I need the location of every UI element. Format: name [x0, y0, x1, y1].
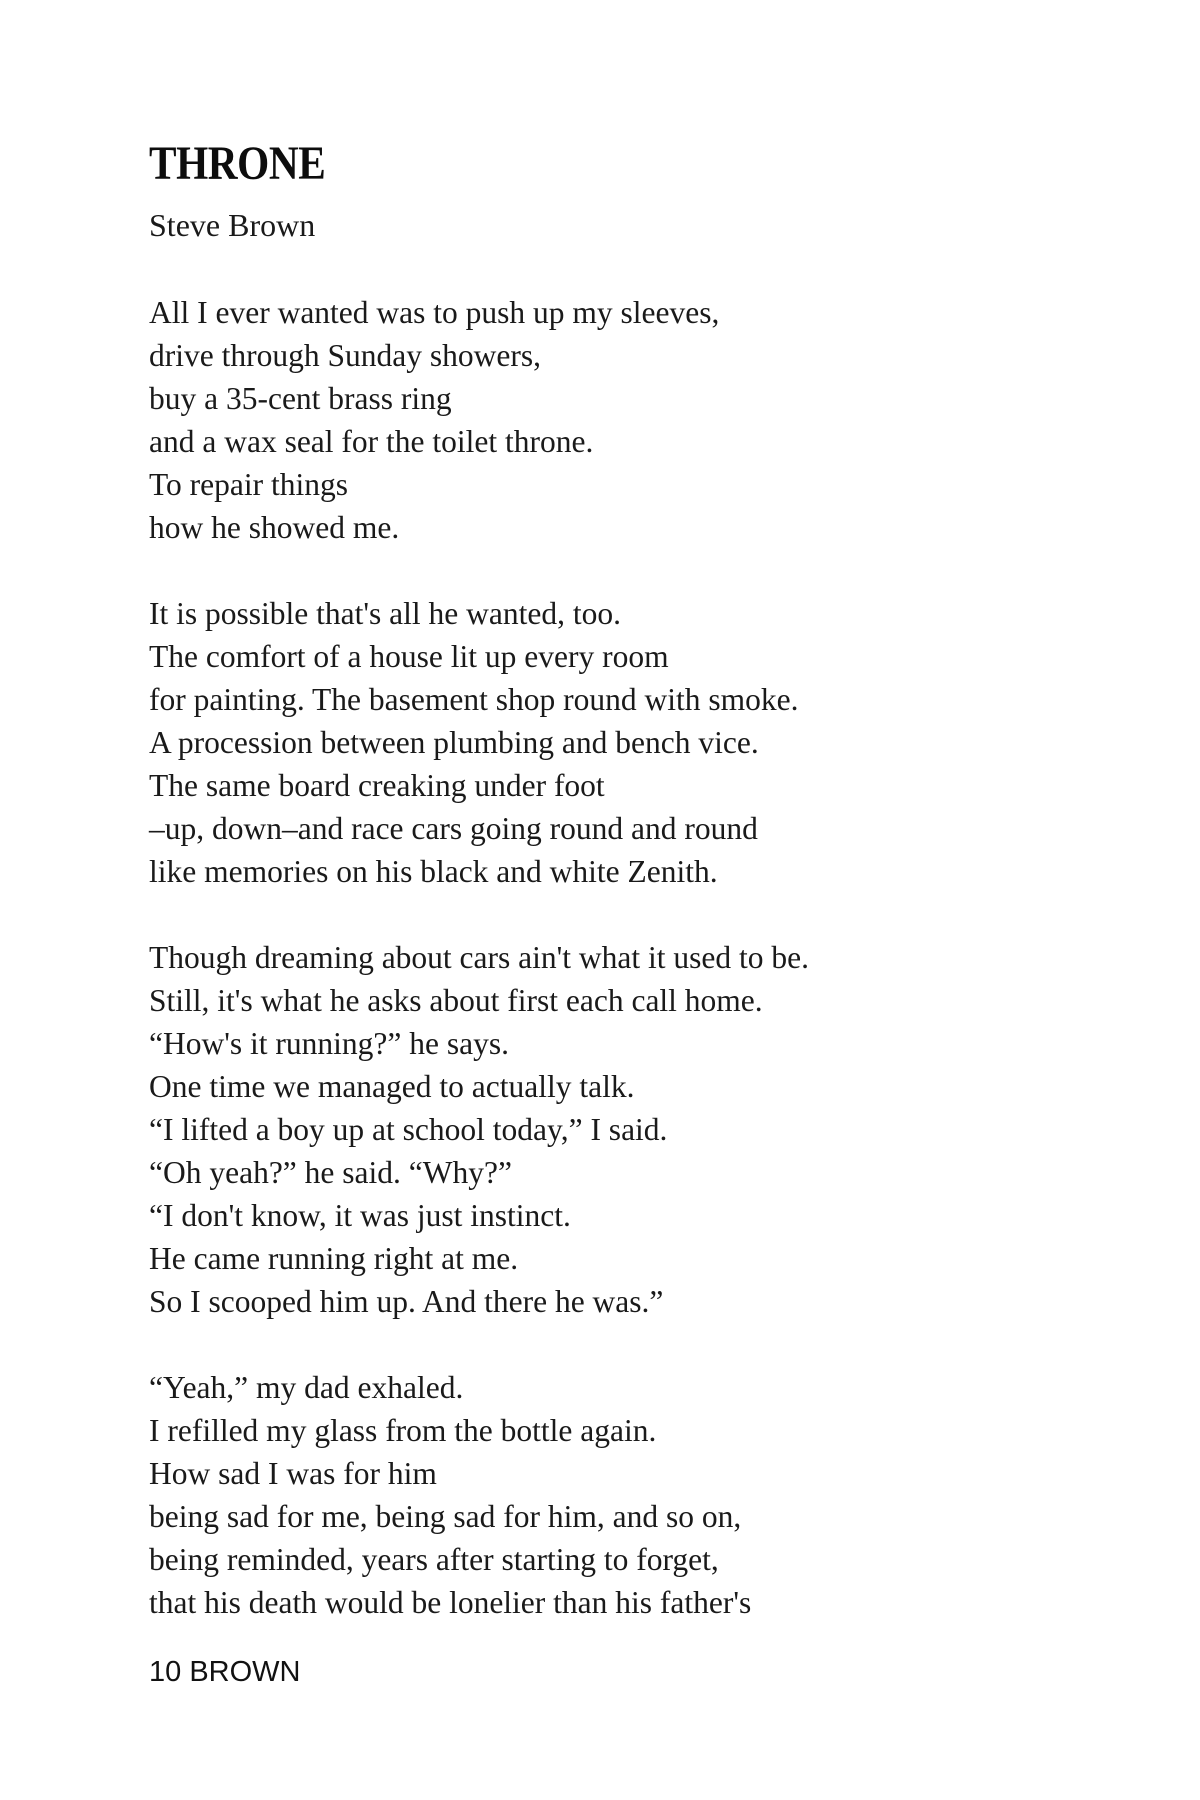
poem-line: buy a 35-cent brass ring [149, 381, 452, 416]
poem-line: “I lifted a boy up at school today,” I said. [149, 1112, 668, 1147]
poem-line: “Yeah,” my dad exhaled. [149, 1370, 464, 1405]
poem-line: “I don't know, it was just instinct. [149, 1198, 571, 1233]
poem-line: for painting. The basement shop round with smoke. [149, 682, 799, 717]
poem-line: being sad for me, being sad for him, and so on, [149, 1499, 742, 1534]
page-footer: 10 BROWN [149, 1656, 301, 1688]
poem-line: To repair things [149, 467, 348, 502]
poem-body [149, 291, 1149, 1667]
stanza-3 [149, 936, 1149, 1323]
poem-line: The comfort of a house lit up every room [149, 639, 669, 674]
poem-title: THRONE [149, 137, 326, 190]
poem-line: Still, it's what he asks about first each call home. [149, 983, 763, 1018]
poem-line: how he showed me. [149, 510, 400, 545]
poem-line: How sad I was for him [149, 1456, 437, 1491]
stanza-2 [149, 592, 1149, 893]
poem-line: drive through Sunday showers, [149, 338, 541, 373]
poem-line: Though dreaming about cars ain't what it used to be. [149, 940, 810, 975]
poem-line: He came running right at me. [149, 1241, 519, 1276]
poem-line: I refilled my glass from the bottle again. [149, 1413, 657, 1448]
poem-line: It is possible that's all he wanted, too. [149, 596, 621, 631]
stanza-4 [149, 1366, 1149, 1624]
poem-line: –up, down–and race cars going round and round [149, 811, 758, 846]
poem-author: Steve Brown [149, 207, 316, 243]
poem-line: like memories on his black and white Zenith. [149, 854, 718, 889]
poem-line: that his death would be lonelier than his father's [149, 1585, 752, 1620]
poem-line: A procession between plumbing and bench vice. [149, 725, 759, 760]
poem-line: So I scooped him up. And there he was.” [149, 1284, 664, 1319]
poem-line: “Oh yeah?” he said. “Why?” [149, 1155, 512, 1190]
stanza-1 [149, 291, 1149, 549]
poem-line: and a wax seal for the toilet throne. [149, 424, 594, 459]
poem-line: being reminded, years after starting to forget, [149, 1542, 719, 1577]
poem-line: The same board creaking under foot [149, 768, 605, 803]
poem-line: One time we managed to actually talk. [149, 1069, 635, 1104]
poem-line: “How's it running?” he says. [149, 1026, 509, 1061]
poem-line: All I ever wanted was to push up my sleeves, [149, 295, 720, 330]
